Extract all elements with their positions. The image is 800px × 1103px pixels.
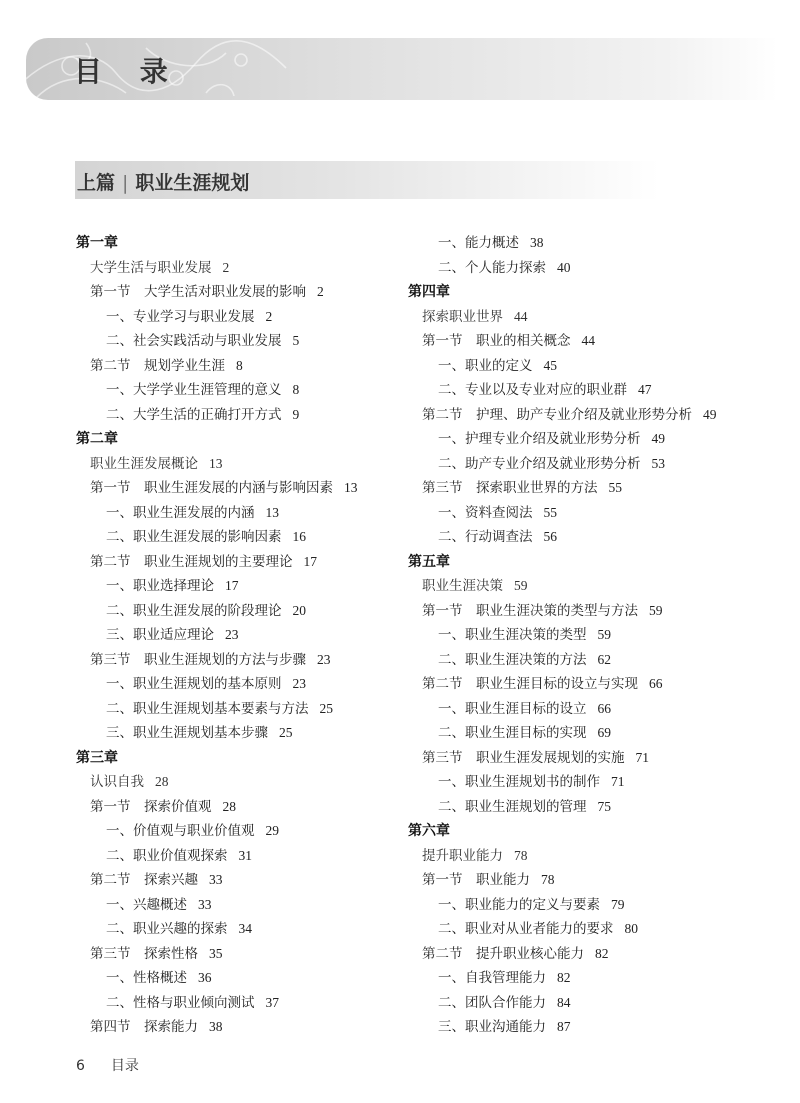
toc-entry-text: 一、资料查阅法 xyxy=(438,504,533,521)
toc-item[interactable] xyxy=(408,1015,717,1040)
toc-entry-text: 第三节 探索职业世界的方法 xyxy=(422,480,598,496)
toc-entry-text: 第三节 职业生涯规划的方法与步骤 xyxy=(90,651,306,668)
toc-entry-text: 第二节 提升职业核心能力 xyxy=(422,945,584,962)
toc-section[interactable] xyxy=(76,942,358,967)
toc-page-number: 69 xyxy=(597,725,611,740)
toc-item[interactable] xyxy=(408,966,717,991)
toc-title[interactable] xyxy=(76,452,358,477)
toc-entry-text: 第二节 职业生涯目标的设立与实现 xyxy=(422,676,638,692)
toc-entry-text: 二、团队合作能力 xyxy=(438,994,546,1011)
toc-page-number: 44 xyxy=(581,333,595,348)
part-separator: | xyxy=(122,172,129,194)
toc-entry-text: 第二节 职业生涯规划的主要理论 xyxy=(90,553,293,570)
toc-entry-text: 第二节 探索兴趣 xyxy=(90,872,198,888)
toc-section[interactable] xyxy=(76,476,358,501)
toc-entry-text: 二、职业生涯发展的阶段理论 xyxy=(106,602,282,619)
toc-entry-text: 一、职业生涯目标的设立 xyxy=(438,700,587,717)
toc-item[interactable] xyxy=(76,697,358,722)
toc-title[interactable] xyxy=(76,770,358,795)
toc-page-number: 25 xyxy=(279,725,293,740)
toc-entry-text: 一、价值观与职业价值观 xyxy=(106,823,255,839)
page-footer xyxy=(76,1055,139,1075)
toc-entry-text: 第一节 职业能力 xyxy=(422,872,530,888)
toc-left-column xyxy=(76,231,358,1040)
toc-page-number: 5 xyxy=(292,333,300,348)
toc-page-number: 2 xyxy=(222,259,230,275)
toc-item[interactable] xyxy=(408,501,717,526)
toc-page-number: 28 xyxy=(155,774,169,789)
toc-item[interactable] xyxy=(76,525,358,550)
toc-entry-text: 第二节 规划学业生涯 xyxy=(90,357,225,374)
toc-entry-text: 一、性格概述 xyxy=(106,970,187,986)
toc-item[interactable] xyxy=(408,893,717,918)
toc-item[interactable] xyxy=(76,844,358,869)
footer-label: 目录 xyxy=(110,1058,139,1074)
toc-section[interactable] xyxy=(76,868,358,893)
toc-page-number: 38 xyxy=(530,235,544,250)
toc-entry-text: 第三节 职业生涯发展规划的实施 xyxy=(422,749,625,766)
toc-page-number: 44 xyxy=(514,308,528,324)
toc-entry-text: 第五章 xyxy=(408,553,450,570)
toc-entry-text: 二、职业价值观探索 xyxy=(106,847,228,864)
toc-item[interactable] xyxy=(76,672,358,697)
toc-entry-text: 第二章 xyxy=(76,431,118,447)
toc-page-number: 66 xyxy=(649,676,663,691)
toc-section[interactable] xyxy=(408,746,717,771)
toc-page-number: 20 xyxy=(292,602,306,618)
toc-item[interactable] xyxy=(76,599,358,624)
toc-item[interactable] xyxy=(408,427,717,452)
toc-item[interactable] xyxy=(76,574,358,599)
toc-entry-text: 二、性格与职业倾向测试 xyxy=(106,994,255,1011)
toc-entry-text: 三、职业适应理论 xyxy=(106,627,214,643)
part-title xyxy=(77,168,249,195)
toc-page-number: 8 xyxy=(236,357,243,373)
toc-item[interactable] xyxy=(76,966,358,991)
toc-page-number: 75 xyxy=(597,798,611,814)
toc-page-number: 40 xyxy=(557,259,571,275)
toc-entry-text: 一、自我管理能力 xyxy=(438,970,546,986)
toc-entry-text: 一、职业选择理论 xyxy=(106,578,214,594)
toc-page-number: 59 xyxy=(514,578,528,593)
toc-page-number: 33 xyxy=(198,896,212,912)
toc-item[interactable] xyxy=(76,917,358,942)
toc-entry-text: 第二节 护理、助产专业介绍及就业形势分析 xyxy=(422,406,692,423)
toc-item[interactable] xyxy=(408,525,717,550)
toc-page-number: 17 xyxy=(225,578,239,593)
toc-entry-text: 探索职业世界 xyxy=(422,308,503,325)
toc-page-number: 2 xyxy=(317,284,324,299)
toc-entry-text: 二、职业生涯目标的实现 xyxy=(438,725,587,741)
toc-page-number: 82 xyxy=(595,945,609,961)
toc-page-number: 17 xyxy=(303,553,317,569)
toc-page-number: 45 xyxy=(543,357,557,373)
toc-title[interactable] xyxy=(408,574,717,599)
toc-section[interactable] xyxy=(408,942,717,967)
toc-page-number: 13 xyxy=(265,504,279,520)
toc-item[interactable] xyxy=(408,721,717,746)
toc-chapter[interactable] xyxy=(76,231,358,256)
toc-entry-text: 二、职业生涯规划的管理 xyxy=(438,798,587,815)
toc-page-number: 71 xyxy=(611,774,625,789)
toc-chapter[interactable] xyxy=(408,280,717,305)
toc-entry-text: 第三节 探索性格 xyxy=(90,945,198,962)
toc-entry-text: 二、职业生涯决策的方法 xyxy=(438,651,587,668)
toc-entry-text: 大学生活与职业发展 xyxy=(90,259,212,276)
toc-page-number: 49 xyxy=(651,431,665,446)
toc-page-number: 53 xyxy=(651,455,665,471)
toc-entry-text: 二、专业以及专业对应的职业群 xyxy=(438,382,627,398)
toc-page-number: 84 xyxy=(557,994,571,1010)
toc-page-number: 23 xyxy=(225,627,239,642)
toc-page-number: 87 xyxy=(557,1019,571,1034)
toc-entry-text: 一、职业生涯决策的类型 xyxy=(438,627,587,643)
toc-item[interactable] xyxy=(76,305,358,330)
toc-entry-text: 第一节 大学生活对职业发展的影响 xyxy=(90,284,306,300)
toc-chapter[interactable] xyxy=(76,746,358,771)
toc-item[interactable] xyxy=(76,329,358,354)
header-banner xyxy=(26,38,778,100)
toc-page-number: 66 xyxy=(597,700,611,716)
toc-entry-text: 一、兴趣概述 xyxy=(106,896,187,913)
toc-section[interactable] xyxy=(76,280,358,305)
toc-entry-text: 第一节 职业生涯发展的内涵与影响因素 xyxy=(90,480,333,496)
toc-item[interactable] xyxy=(76,721,358,746)
toc-page-number: 29 xyxy=(265,823,279,838)
toc-title[interactable] xyxy=(408,844,717,869)
toc-item[interactable] xyxy=(76,623,358,648)
part-name: 上篇 xyxy=(77,172,116,194)
toc-entry-text: 第四章 xyxy=(408,284,450,300)
toc-entry-text: 三、职业沟通能力 xyxy=(438,1019,546,1035)
toc-section[interactable] xyxy=(76,795,358,820)
toc-section[interactable] xyxy=(408,403,717,428)
toc-page-number: 13 xyxy=(209,455,223,471)
toc-item[interactable] xyxy=(76,501,358,526)
toc-entry-text: 职业生涯决策 xyxy=(422,578,503,594)
page-title: 目 录 xyxy=(74,55,182,88)
toc-title[interactable] xyxy=(408,305,717,330)
toc-page-number: 38 xyxy=(209,1019,223,1034)
toc-page-number: 28 xyxy=(222,798,236,814)
toc-entry-text: 二、职业对从业者能力的要求 xyxy=(438,921,614,937)
toc-entry-text: 二、职业生涯规划基本要素与方法 xyxy=(106,700,309,717)
toc-page-number: 36 xyxy=(198,970,212,985)
part-heading xyxy=(75,161,660,199)
toc-page-number: 56 xyxy=(543,529,557,544)
toc-page-number: 35 xyxy=(209,945,223,961)
toc-page-number: 31 xyxy=(238,847,252,863)
toc-page-number: 59 xyxy=(649,602,663,618)
toc-entry-text: 一、专业学习与职业发展 xyxy=(106,308,255,325)
toc-page-number: 37 xyxy=(265,994,279,1010)
toc-entry-text: 第四节 探索能力 xyxy=(90,1019,198,1035)
toc-page-number: 55 xyxy=(608,480,622,495)
toc-item[interactable] xyxy=(408,770,717,795)
toc-section[interactable] xyxy=(408,672,717,697)
toc-entry-text: 二、职业生涯发展的影响因素 xyxy=(106,529,282,545)
toc-entry-text: 认识自我 xyxy=(90,774,144,790)
toc-page-number: 78 xyxy=(514,847,528,863)
toc-item[interactable] xyxy=(408,378,717,403)
toc-title[interactable] xyxy=(76,256,358,281)
toc-page-number: 23 xyxy=(292,676,306,691)
toc-section[interactable] xyxy=(408,868,717,893)
toc-entry-text: 一、职业生涯规划的基本原则 xyxy=(106,676,282,692)
toc-entry-text: 二、行动调查法 xyxy=(438,529,533,545)
toc-item[interactable] xyxy=(408,917,717,942)
toc-page-number: 59 xyxy=(597,627,611,642)
toc-item[interactable] xyxy=(76,403,358,428)
toc-section[interactable] xyxy=(76,550,358,575)
toc-entry-text: 一、职业生涯发展的内涵 xyxy=(106,504,255,521)
toc-section[interactable] xyxy=(76,354,358,379)
toc-entry-text: 二、助产专业介绍及就业形势分析 xyxy=(438,455,641,472)
toc-page-number: 34 xyxy=(238,921,252,936)
toc-item[interactable] xyxy=(76,893,358,918)
toc-chapter[interactable] xyxy=(76,427,358,452)
toc-entry-text: 三、职业生涯规划基本步骤 xyxy=(106,725,268,741)
toc-entry-text: 一、能力概述 xyxy=(438,235,519,251)
toc-page-number: 33 xyxy=(209,872,223,887)
toc-item[interactable] xyxy=(76,991,358,1016)
toc-item[interactable] xyxy=(408,354,717,379)
toc-entry-text: 第一节 职业的相关概念 xyxy=(422,333,571,349)
toc-item[interactable] xyxy=(408,452,717,477)
toc-entry-text: 职业生涯发展概论 xyxy=(90,455,198,472)
toc-entry-text: 第一节 职业生涯决策的类型与方法 xyxy=(422,602,638,619)
toc-entry-text: 第一章 xyxy=(76,235,118,251)
toc-entry-text: 二、社会实践活动与职业发展 xyxy=(106,333,282,349)
toc-right-column xyxy=(408,231,717,1040)
toc-page-number: 55 xyxy=(543,504,557,520)
toc-item[interactable] xyxy=(408,697,717,722)
footer-page-number: 6 xyxy=(76,1058,85,1074)
toc-item[interactable] xyxy=(76,819,358,844)
toc-section[interactable] xyxy=(76,648,358,673)
toc-item[interactable] xyxy=(408,623,717,648)
toc-page-number: 47 xyxy=(638,382,652,397)
toc-entry-text: 一、职业的定义 xyxy=(438,357,533,374)
toc-entry-text: 二、大学生活的正确打开方式 xyxy=(106,406,282,423)
toc-page-number: 8 xyxy=(292,382,300,397)
toc-item[interactable] xyxy=(408,256,717,281)
toc-page-number: 62 xyxy=(597,651,611,667)
toc-page-number: 23 xyxy=(317,651,331,667)
toc-entry-text: 一、职业能力的定义与要素 xyxy=(438,896,600,913)
toc-entry-text: 二、个人能力探索 xyxy=(438,259,546,276)
toc-item[interactable] xyxy=(408,991,717,1016)
toc-page-number: 71 xyxy=(635,749,649,765)
toc-section[interactable] xyxy=(408,329,717,354)
toc-entry-text: 一、护理专业介绍及就业形势分析 xyxy=(438,431,641,447)
toc-entry-text: 提升职业能力 xyxy=(422,847,503,864)
toc-item[interactable] xyxy=(408,231,717,256)
toc-entry-text: 第三章 xyxy=(76,749,118,766)
toc-entry-text: 二、职业兴趣的探索 xyxy=(106,921,228,937)
toc-page-number: 2 xyxy=(265,308,273,324)
toc-page-number: 25 xyxy=(319,700,333,716)
toc-item[interactable] xyxy=(408,795,717,820)
toc-section[interactable] xyxy=(408,476,717,501)
toc-page-number: 49 xyxy=(703,406,717,422)
toc-entry-text: 一、大学学业生涯管理的意义 xyxy=(106,382,282,398)
toc-page-number: 80 xyxy=(624,921,638,936)
toc-item[interactable] xyxy=(76,378,358,403)
toc-entry-text: 第六章 xyxy=(408,823,450,839)
toc-entry-text: 第一节 探索价值观 xyxy=(90,798,212,815)
toc-page-number: 82 xyxy=(557,970,571,985)
toc-page-number: 16 xyxy=(292,529,306,544)
part-subtitle: 职业生涯规划 xyxy=(135,172,250,194)
toc-section[interactable] xyxy=(76,1015,358,1040)
toc-item[interactable] xyxy=(408,648,717,673)
toc-chapter[interactable] xyxy=(408,550,717,575)
toc-page-number: 9 xyxy=(292,406,300,422)
toc-section[interactable] xyxy=(408,599,717,624)
toc-chapter[interactable] xyxy=(408,819,717,844)
toc-page-number: 79 xyxy=(611,896,625,912)
toc-entry-text: 一、职业生涯规划书的制作 xyxy=(438,774,600,790)
toc-page-number: 78 xyxy=(541,872,555,887)
toc-page-number: 13 xyxy=(344,480,358,495)
